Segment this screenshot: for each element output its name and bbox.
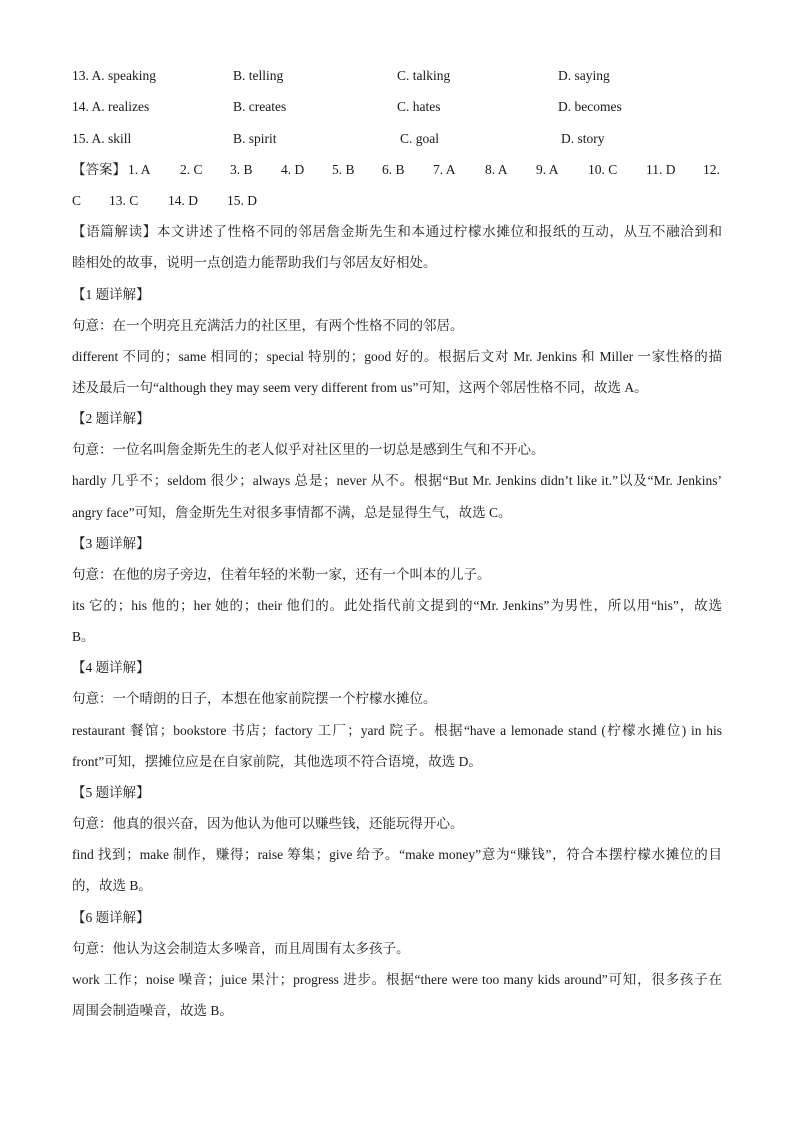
option-b: B. spirit [233, 131, 277, 146]
option-c: C. goal [400, 131, 439, 146]
option-d: D. becomes [558, 99, 622, 114]
detail-line: front”可知，摆摊位应是在自家前院，其他选项不符合语境，故选 D。 [72, 754, 482, 769]
answer-item: 8. A [485, 162, 508, 177]
answer-item: 14. D [168, 193, 198, 208]
detail-line: 周围会制造噪音，故选 B。 [72, 1003, 233, 1018]
detail-line: 句意：他真的很兴奋，因为他认为他可以赚些钱，还能玩得开心。 [72, 816, 464, 831]
detail-line: hardly 几乎不；seldom 很少；always 总是；never 从不。根据“But Mr. Jenkins didn’t like it.”以及“Mr. Jenkins’ [72, 473, 722, 488]
detail-line: different 不同的；same 相同的；special 特别的；good 好的。根据后文对 Mr. Jenkins 和 Miller 一家性格的描 [72, 349, 722, 364]
reading-summary-line: 睦相处的故事，说明一点创造力能帮助我们与邻居友好相处。 [72, 255, 437, 270]
answer-item: 5. B [332, 162, 355, 177]
detail-line: 句意：在他的房子旁边，住着年轻的米勒一家，还有一个叫本的儿子。 [72, 567, 491, 582]
option-c: C. hates [397, 99, 441, 114]
detail-line: work 工作；noise 噪音；juice 果汁；progress 进步。根据“there were too many kids around”可知，很多孩子在 [72, 972, 722, 987]
detail-line: 句意：一位名叫詹金斯先生的老人似乎对社区里的一切总是感到生气和不开心。 [72, 442, 545, 457]
detail-line: 句意：他认为这会制造太多噪音，而且周围有太多孩子。 [72, 941, 410, 956]
option-b: B. telling [233, 68, 284, 83]
reading-summary-line: 【语篇解读】本文讲述了性格不同的邻居詹金斯先生和本通过柠檬水摊位和报纸的互动，从互不融洽到和 [72, 224, 722, 239]
detail-heading: 【2 题详解】 [72, 411, 150, 426]
option-c: C. talking [397, 68, 451, 83]
detail-line: 述及最后一句“although they may seem very different from us”可知，这两个邻居性格不同，故选 A。 [72, 380, 648, 395]
answer-item: 10. C [588, 162, 618, 177]
answer-item: 4. D [281, 162, 305, 177]
detail-line: angry face”可知，詹金斯先生对很多事情都不满，总是显得生气，故选 C。 [72, 505, 512, 520]
answer-item: 9. A [536, 162, 559, 177]
answer-item: 1. A [128, 162, 151, 177]
answer-item: 15. D [227, 193, 257, 208]
answer-item: 2. C [180, 162, 203, 177]
option-a: 14. A. realizes [72, 99, 150, 114]
detail-heading: 【3 题详解】 [72, 536, 150, 551]
detail-line: restaurant 餐馆；bookstore 书店；factory 工厂；yard 院子。根据“have a lemonade stand (柠檬水摊位) in his [72, 723, 722, 738]
detail-line: its 它的；his 他的；her 她的；their 他们的。此处指代前文提到的“Mr. Jenkins”为男性，所以用“his”，故选 [72, 598, 722, 613]
detail-heading: 【4 题详解】 [72, 660, 150, 675]
detail-line: B。 [72, 629, 95, 644]
detail-line: find 找到；make 制作，赚得；raise 筹集；give 给予。“make money”意为“赚钱”，符合本摆柠檬水摊位的目 [72, 847, 722, 862]
option-d: D. story [561, 131, 605, 146]
answer-item: 12. [703, 162, 720, 177]
detail-line: 的，故选 B。 [72, 878, 152, 893]
option-b: B. creates [233, 99, 287, 114]
option-a: 13. A. speaking [72, 68, 156, 83]
detail-heading: 【5 题详解】 [72, 785, 150, 800]
answer-item: 6. B [382, 162, 405, 177]
answer-label: 【答案】 [72, 162, 126, 177]
option-a: 15. A. skill [72, 131, 132, 146]
detail-line: 句意：一个晴朗的日子，本想在他家前院摆一个柠檬水摊位。 [72, 691, 437, 706]
answer-item: 3. B [230, 162, 253, 177]
answer-item: 11. D [646, 162, 676, 177]
detail-heading: 【6 题详解】 [72, 910, 150, 925]
answer-item: 13. C [109, 193, 139, 208]
detail-heading: 【1 题详解】 [72, 287, 150, 302]
detail-line: 句意：在一个明亮且充满活力的社区里，有两个性格不同的邻居。 [72, 318, 464, 333]
option-d: D. saying [558, 68, 610, 83]
answer-item: C [72, 193, 82, 208]
answer-item: 7. A [433, 162, 456, 177]
